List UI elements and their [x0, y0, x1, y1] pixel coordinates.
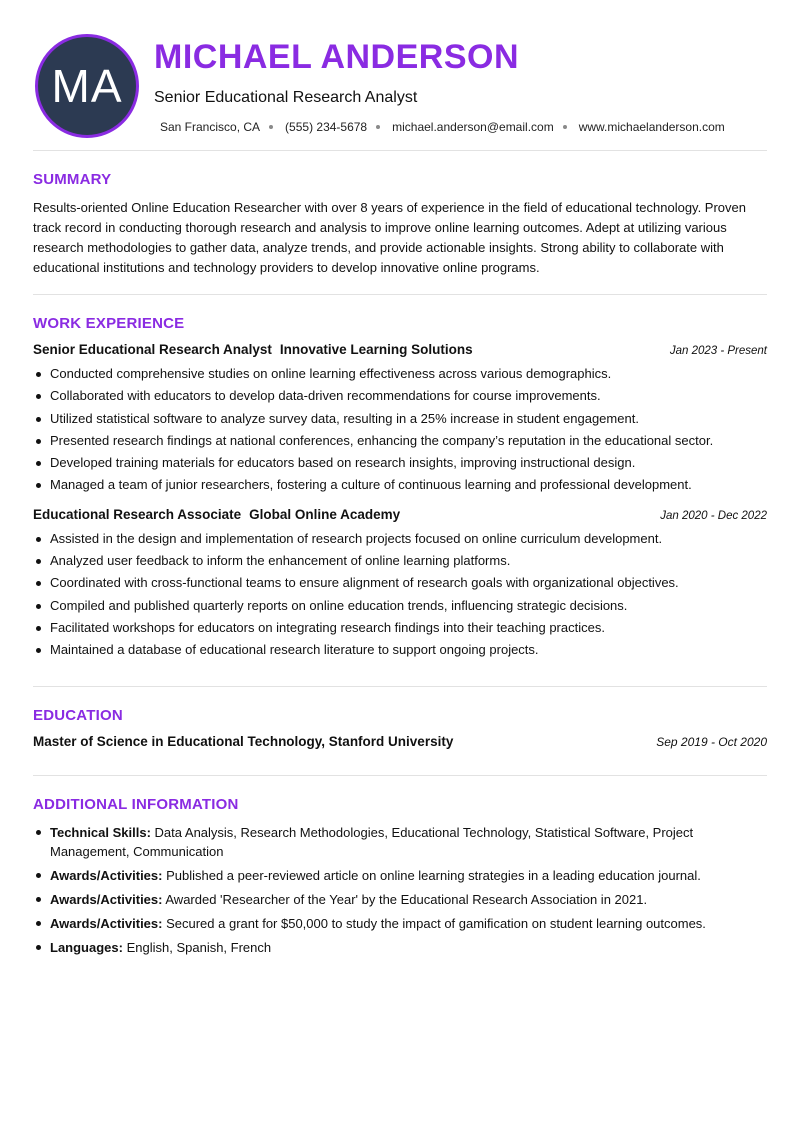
info-text: Published a peer-reviewed article on online learning strategies in a leading education journal.	[166, 867, 701, 883]
job-position: Educational Research Associate	[33, 506, 242, 522]
list-item: Collaborated with educators to develop data-driven recommendations for course improvements.	[33, 385, 767, 407]
separator-dot-icon	[269, 125, 273, 129]
info-text: Awarded 'Researcher of the Year' by the Educational Research Association in 2021.	[165, 891, 648, 907]
info-label: Awards/Activities:	[50, 915, 163, 931]
job-bullets	[33, 528, 767, 662]
info-label: Technical Skills:	[50, 824, 151, 840]
list-item: Developed training materials for educators based on research insights, improving instructional design.	[33, 452, 767, 474]
job-position: Senior Educational Research Analyst	[33, 342, 272, 357]
avatar	[35, 34, 139, 138]
experience-section	[33, 295, 767, 686]
separator-dot-icon	[563, 125, 567, 129]
list-item: Utilized statistical software to analyze survey data, resulting in a 25% increase in student engagement.	[33, 408, 767, 430]
list-item: Maintained a database of educational research literature to support ongoing projects.	[33, 639, 767, 661]
job-header	[33, 342, 767, 357]
job-entry	[33, 507, 767, 662]
job-dates: Jan 2020 - Dec 2022	[660, 509, 767, 522]
info-text: English, Spanish, French	[126, 939, 272, 955]
contact-info	[160, 120, 725, 134]
list-item: Compiled and published quarterly reports on online education trends, influencing strategic decisions.	[33, 595, 767, 617]
job-title	[33, 342, 473, 357]
list-item: Facilitated workshops for educators on integrating research findings into their teaching practices.	[33, 617, 767, 639]
job-dates: Jan 2023 - Present	[669, 345, 767, 357]
separator-dot-icon	[376, 125, 380, 129]
education-heading: EDUCATION	[33, 706, 123, 724]
additional-section	[33, 776, 767, 957]
contact-phone: (555) 234-5678	[285, 120, 368, 134]
info-label: Awards/Activities:	[50, 891, 163, 907]
education-entry	[33, 734, 767, 749]
job-company: Innovative Learning Solutions	[279, 342, 473, 357]
list-item	[33, 914, 767, 933]
info-text: Secured a grant for $50,000 to study the impact of gamification on student learning outcomes.	[166, 915, 706, 931]
job-entry	[33, 342, 767, 497]
summary-heading: SUMMARY	[33, 171, 112, 188]
list-item: Assisted in the design and implementation of research projects focused on online curriculum development.	[33, 528, 767, 550]
candidate-name: MICHAEL ANDERSON	[154, 38, 520, 76]
experience-heading: WORK EXPERIENCE	[33, 315, 185, 332]
list-item: Conducted comprehensive studies on online learning effectiveness across various demographics.	[33, 363, 767, 385]
contact-website[interactable]: www.michaelanderson.com	[578, 120, 725, 134]
list-item	[33, 866, 767, 885]
contact-location: San Francisco, CA	[160, 120, 261, 134]
education-dates: Sep 2019 - Oct 2020	[656, 734, 767, 749]
info-text: Data Analysis, Research Methodologies, Educational Technology, Statistical Software, Project Management, Communication	[50, 824, 694, 859]
resume-header	[33, 0, 767, 150]
job-title	[33, 507, 400, 522]
list-item: Coordinated with cross-functional teams to ensure alignment of research goals with organizational objectives.	[33, 572, 767, 594]
additional-heading: ADDITIONAL INFORMATION	[33, 795, 239, 813]
job-bullets	[33, 363, 767, 497]
job-company: Global Online Academy	[249, 506, 401, 522]
contact-email[interactable]: michael.anderson@email.com	[392, 120, 554, 134]
info-label: Languages:	[50, 939, 123, 955]
education-degree: Master of Science in Educational Technology, Stanford University	[33, 733, 454, 749]
additional-list	[33, 823, 767, 957]
info-label: Awards/Activities:	[50, 867, 163, 883]
list-item: Presented research findings at national conferences, enhancing the company’s reputation in the educational sector.	[33, 430, 767, 452]
education-section	[33, 687, 767, 749]
summary-section	[33, 151, 767, 278]
list-item: Managed a team of junior researchers, fostering a culture of continuous learning and professional development.	[33, 474, 767, 496]
list-item	[33, 938, 767, 957]
avatar-initials: MA	[51, 60, 123, 112]
candidate-role: Senior Educational Research Analyst	[154, 89, 418, 106]
job-header	[33, 507, 767, 522]
summary-text: Results-oriented Online Education Researcher with over 8 years of experience in the field of educational technology. Proven track record in conducting thorough research and analysis to improve online learning outcomes. Adept at utilizing various research methodologies to gather data, analyze trends, and provide actionable insights. Strong ability to collaborate with educational institutions and technology providers to develop innovative online programs.	[33, 200, 747, 275]
list-item: Analyzed user feedback to inform the enhancement of online learning platforms.	[33, 550, 767, 572]
list-item	[33, 823, 767, 861]
list-item	[33, 890, 767, 909]
